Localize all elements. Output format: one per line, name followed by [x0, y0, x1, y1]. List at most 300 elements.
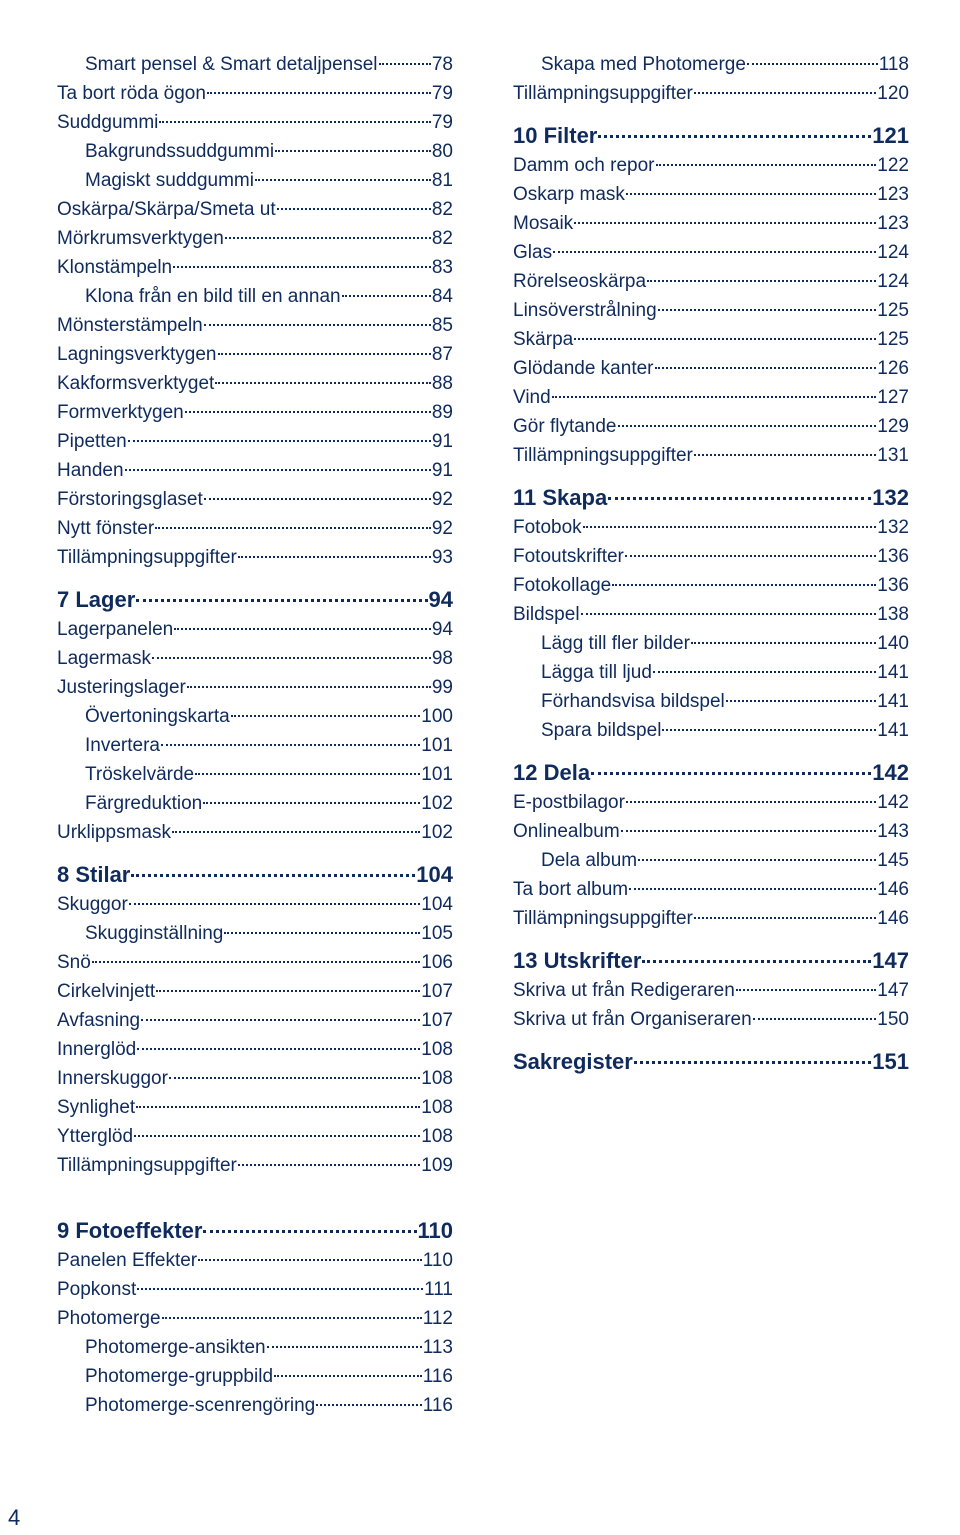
dot-leader: [694, 92, 876, 94]
dot-leader: [174, 628, 431, 630]
dot-leader: [173, 266, 431, 268]
toc-entry-page: 91: [431, 431, 453, 452]
chapter-page: 121: [872, 123, 909, 148]
dot-leader: [131, 874, 415, 877]
dot-leader: [172, 831, 420, 833]
dot-leader: [612, 584, 876, 586]
toc-entry-page: 104: [421, 894, 453, 915]
toc-entry: [513, 513, 909, 542]
toc-entry-label: Tillämpningsuppgifter: [513, 83, 693, 104]
toc-entry-page: 81: [431, 170, 453, 191]
toc-entry-label: Pipetten: [57, 431, 127, 452]
dot-leader: [207, 92, 431, 94]
dot-leader: [156, 990, 420, 992]
toc-entry-label: Dela album: [541, 850, 638, 871]
dot-leader: [574, 338, 876, 340]
dot-leader: [608, 497, 871, 500]
toc-entry-label: Skriva ut från Redigeraren: [513, 980, 735, 1001]
toc-entry: [513, 687, 909, 716]
dot-leader: [218, 353, 431, 355]
toc-entry-page: 129: [877, 416, 909, 437]
toc-entry: [513, 79, 909, 108]
toc-entry-page: 92: [431, 489, 453, 510]
toc-entry: [513, 383, 909, 412]
toc-entry: [57, 890, 453, 919]
dot-leader: [658, 309, 877, 311]
toc-entry: [513, 151, 909, 180]
toc-entry-page: 113: [422, 1337, 453, 1358]
dot-leader: [204, 498, 431, 500]
toc-entry-page: 94: [431, 619, 453, 640]
toc-entry-page: 102: [421, 793, 453, 814]
toc-entry: [513, 180, 909, 209]
toc-entry-page: 101: [421, 735, 453, 756]
chapter-page: 104: [416, 862, 453, 887]
toc-entry-label: Lagermask: [57, 648, 151, 669]
toc-entry: [513, 904, 909, 933]
dot-leader: [274, 1375, 422, 1377]
toc-entry-page: 124: [877, 271, 909, 292]
chapter-heading: [513, 482, 909, 513]
toc-entry-page: 84: [431, 286, 453, 307]
toc-entry: [57, 1006, 453, 1035]
toc-entry-page: 106: [421, 952, 453, 973]
toc-entry-label: Klonstämpeln: [57, 257, 173, 278]
toc-entry-label: Innerskuggor: [57, 1068, 168, 1089]
toc-entry: [513, 600, 909, 629]
chapter-page: 132: [872, 485, 909, 510]
toc-entry: [57, 427, 453, 456]
toc-entry: [513, 716, 909, 745]
toc-entry-label: Avfasning: [57, 1010, 141, 1031]
chapter-heading: [513, 757, 909, 788]
dot-leader: [694, 917, 876, 919]
toc-entry: [513, 571, 909, 600]
dot-leader: [137, 1288, 423, 1290]
toc-entry: [57, 1362, 453, 1391]
dot-leader: [136, 1106, 420, 1108]
toc-entry-page: 143: [877, 821, 909, 842]
toc-entry-label: Tillämpningsuppgifter: [513, 445, 693, 466]
dot-leader: [198, 1259, 422, 1261]
dot-leader: [316, 1404, 421, 1406]
toc-entry-label: Linsöverstrålning: [513, 300, 657, 321]
toc-entry: [57, 340, 453, 369]
chapter-heading: [513, 945, 909, 976]
dot-leader: [134, 1135, 420, 1137]
toc-entry-label: Glödande kanter: [513, 358, 654, 379]
dot-leader: [642, 960, 871, 963]
toc-entry-page: 123: [877, 213, 909, 234]
dot-leader: [225, 237, 431, 239]
toc-entry-page: 98: [431, 648, 453, 669]
toc-entry: [513, 412, 909, 441]
toc-entry-page: 99: [431, 677, 453, 698]
toc-entry-page: 146: [877, 879, 909, 900]
toc-entry-page: 136: [877, 546, 909, 567]
dot-leader: [598, 135, 871, 138]
toc-entry-label: Mosaik: [513, 213, 574, 234]
chapter-title: 8 Stilar: [57, 862, 131, 887]
toc-entry: [57, 1093, 453, 1122]
toc-entry: [513, 629, 909, 658]
toc-entry-label: Lägga till ljud: [541, 662, 652, 683]
toc-entry-page: 125: [877, 300, 909, 321]
toc-entry-page: 92: [431, 518, 453, 539]
dot-leader: [553, 251, 876, 253]
toc-entry: [57, 1122, 453, 1151]
toc-entry-page: 120: [877, 83, 909, 104]
dot-leader: [231, 715, 421, 717]
chapter-title: 9 Fotoeffekter: [57, 1218, 203, 1243]
toc-entry-page: 141: [877, 662, 909, 683]
toc-entry-page: 102: [421, 822, 453, 843]
toc-entry-label: Mörkrumsverktygen: [57, 228, 224, 249]
toc-entry-page: 123: [877, 184, 909, 205]
dot-leader: [621, 830, 877, 832]
toc-entry: [57, 1304, 453, 1333]
chapter-heading: [57, 859, 453, 890]
chapter-title: 12 Dela: [513, 760, 591, 785]
toc-entry-label: Skärpa: [513, 329, 574, 350]
toc-entry: [57, 1391, 453, 1420]
dot-leader: [662, 729, 876, 731]
toc-entry-label: Photomerge-ansikten: [85, 1337, 266, 1358]
toc-entry-label: Övertoningskarta: [85, 706, 230, 727]
toc-entry-page: 107: [421, 981, 453, 1002]
toc-entry-page: 141: [877, 720, 909, 741]
toc-entry: [57, 615, 453, 644]
toc-entry-label: Tröskelvärde: [85, 764, 195, 785]
toc-entry-label: Tillämpningsuppgifter: [513, 908, 693, 929]
dot-leader: [552, 396, 877, 398]
toc-entry-page: 111: [424, 1279, 453, 1300]
toc-entry-label: Tillämpningsuppgifter: [57, 1155, 237, 1176]
toc-entry-label: Bildspel: [513, 604, 580, 625]
chapter-page: 147: [872, 948, 909, 973]
toc-entry-label: Förhandsvisa bildspel: [541, 691, 725, 712]
toc-entry: [57, 514, 453, 543]
dot-leader: [137, 1048, 420, 1050]
toc-entry: [57, 456, 453, 485]
dot-leader: [655, 367, 877, 369]
toc-entry: [57, 644, 453, 673]
toc-entry-label: Snö: [57, 952, 91, 973]
toc-entry-page: 112: [422, 1308, 453, 1329]
toc-entry: [57, 760, 453, 789]
dot-leader: [647, 280, 876, 282]
toc-entry: [513, 976, 909, 1005]
toc-chapter-9-section: [57, 1215, 453, 1420]
toc-entry-label: Förstoringsglaset: [57, 489, 203, 510]
toc-entry-label: Färgreduktion: [85, 793, 203, 814]
toc-entry-page: 105: [421, 923, 453, 944]
toc-entry: [57, 224, 453, 253]
toc-entry-page: 93: [431, 547, 453, 568]
toc-entry-page: 141: [877, 691, 909, 712]
toc-entry-page: 116: [422, 1366, 453, 1387]
toc-entry: [57, 1275, 453, 1304]
toc-entry-label: Formverktygen: [57, 402, 184, 423]
dot-leader: [583, 526, 877, 528]
toc-entry: [57, 50, 453, 79]
toc-entry: [57, 702, 453, 731]
toc-entry-label: Lagerpanelen: [57, 619, 174, 640]
toc-entry-page: 79: [431, 112, 453, 133]
toc-entry-label: Urklippsmask: [57, 822, 172, 843]
toc-entry: [513, 267, 909, 296]
dot-leader: [634, 1061, 871, 1064]
toc-entry: [57, 195, 453, 224]
toc-entry-page: 83: [431, 257, 453, 278]
dot-leader: [591, 772, 871, 775]
dot-leader: [215, 382, 431, 384]
toc-entry-label: Justeringslager: [57, 677, 186, 698]
dot-leader: [203, 1230, 416, 1233]
toc-entry-page: 108: [421, 1068, 453, 1089]
toc-entry-page: 100: [421, 706, 453, 727]
chapter-heading: [57, 1215, 453, 1246]
dot-leader: [736, 989, 877, 991]
dot-leader: [638, 859, 876, 861]
toc-entry-label: Synlighet: [57, 1097, 136, 1118]
toc-entry: [513, 238, 909, 267]
toc-entry-label: Tillämpningsuppgifter: [57, 547, 237, 568]
toc-entry-page: 132: [877, 517, 909, 538]
dot-leader: [187, 686, 431, 688]
dot-leader: [626, 801, 876, 803]
toc-entry-label: Klona från en bild till en annan: [85, 286, 341, 307]
toc-entry: [57, 253, 453, 282]
toc-entry: [513, 846, 909, 875]
toc-entry-page: 150: [877, 1009, 909, 1030]
toc-entry-label: Rörelseoskärpa: [513, 271, 647, 292]
toc-entry-page: 109: [421, 1155, 453, 1176]
toc-entry-label: Skriva ut från Organiseraren: [513, 1009, 752, 1030]
toc-entry-label: Skapa med Photomerge: [541, 54, 746, 75]
toc-entry-label: Photomerge-gruppbild: [85, 1366, 274, 1387]
toc-entry-label: Spara bildspel: [541, 720, 662, 741]
toc-entry-page: 89: [431, 402, 453, 423]
toc-entry: [57, 369, 453, 398]
toc-entry-page: 116: [422, 1395, 453, 1416]
toc-entry-label: Onlinealbum: [513, 821, 620, 842]
toc-entry: [57, 948, 453, 977]
dot-leader: [629, 888, 876, 890]
toc-entry: [57, 673, 453, 702]
toc-entry-label: Lagningsverktygen: [57, 344, 217, 365]
toc-entry-label: Glas: [513, 242, 553, 263]
dot-leader: [238, 556, 431, 558]
dot-leader: [694, 454, 876, 456]
toc-entry-label: Gör flytande: [513, 416, 617, 437]
toc-entry-page: 91: [431, 460, 453, 481]
dot-leader: [155, 527, 431, 529]
toc-entry-label: Fotoutskrifter: [513, 546, 624, 567]
dot-leader: [691, 642, 876, 644]
toc-entry-label: Skugginställning: [85, 923, 224, 944]
toc-entry-page: 78: [431, 54, 453, 75]
dot-leader: [152, 657, 431, 659]
toc-entry: [513, 354, 909, 383]
toc-entry: [57, 79, 453, 108]
dot-leader: [136, 599, 427, 602]
toc-entry-page: 107: [421, 1010, 453, 1031]
toc-entry: [513, 1005, 909, 1034]
toc-entry: [57, 311, 453, 340]
toc-entry: [513, 325, 909, 354]
toc-entry-label: Lägg till fler bilder: [541, 633, 690, 654]
toc-entry-page: 85: [431, 315, 453, 336]
dot-leader: [618, 425, 877, 427]
toc-entry: [57, 818, 453, 847]
toc-entry-label: Handen: [57, 460, 124, 481]
toc-entry-page: 108: [421, 1097, 453, 1118]
dot-leader: [129, 903, 421, 905]
dot-leader: [275, 150, 431, 152]
index-heading: [513, 1046, 909, 1077]
toc-entry-page: 126: [877, 358, 909, 379]
chapter-heading: [513, 120, 909, 151]
dot-leader: [726, 700, 877, 702]
toc-entry-page: 142: [877, 792, 909, 813]
dot-leader: [224, 932, 420, 934]
toc-entry-label: Oskarp mask: [513, 184, 625, 205]
dot-leader: [753, 1018, 877, 1020]
toc-entry-page: 108: [421, 1039, 453, 1060]
toc-entry-page: 87: [431, 344, 453, 365]
toc-entry: [513, 296, 909, 325]
toc-entry-label: Skuggor: [57, 894, 128, 915]
toc-entry-page: 146: [877, 908, 909, 929]
toc-entry: [57, 108, 453, 137]
dot-leader: [195, 773, 420, 775]
toc-entry-page: 145: [877, 850, 909, 871]
toc-entry-label: Cirkelvinjett: [57, 981, 156, 1002]
chapter-title: 7 Lager: [57, 587, 136, 612]
toc-entry-page: 101: [421, 764, 453, 785]
toc-entry: [57, 1333, 453, 1362]
toc-entry: [513, 542, 909, 571]
toc-entry: [513, 658, 909, 687]
toc-entry-page: 80: [431, 141, 453, 162]
toc-entry-label: Ta bort album: [513, 879, 629, 900]
toc-entry: [57, 919, 453, 948]
chapter-page: 94: [428, 587, 453, 612]
toc-entry: [513, 817, 909, 846]
toc-entry: [57, 731, 453, 760]
toc-entry-page: 79: [431, 83, 453, 104]
dot-leader: [141, 1019, 420, 1021]
toc-entry: [513, 875, 909, 904]
toc-entry-page: 136: [877, 575, 909, 596]
chapter-page: 142: [872, 760, 909, 785]
toc-entry-page: 118: [878, 54, 909, 75]
toc-entry-page: 82: [431, 199, 453, 220]
toc-entry-page: 122: [877, 155, 909, 176]
toc-entry: [513, 50, 909, 79]
chapter-title: 10 Filter: [513, 123, 598, 148]
dot-leader: [125, 469, 431, 471]
toc-entry-label: Ytterglöd: [57, 1126, 134, 1147]
toc-entry-page: 88: [431, 373, 453, 394]
toc-entry: [57, 398, 453, 427]
page-number: 4: [8, 1505, 21, 1530]
toc-entry: [57, 1064, 453, 1093]
dot-leader: [128, 440, 431, 442]
toc-entry-label: E-postbilagor: [513, 792, 625, 813]
toc-entry: [57, 1035, 453, 1064]
dot-leader: [161, 744, 420, 746]
toc-entry-page: 138: [877, 604, 909, 625]
toc-entry-label: Suddgummi: [57, 112, 159, 133]
toc-entry: [57, 282, 453, 311]
dot-leader: [267, 1346, 422, 1348]
toc-entry-label: Panelen Effekter: [57, 1250, 198, 1271]
dot-leader: [204, 324, 431, 326]
toc-entry: [57, 1246, 453, 1275]
toc-entry-label: Oskärpa/Skärpa/Smeta ut: [57, 199, 276, 220]
toc-entry: [513, 441, 909, 470]
dot-leader: [159, 121, 430, 123]
toc-entry-label: Fotokollage: [513, 575, 612, 596]
dot-leader: [255, 179, 431, 181]
toc-entry-label: Smart pensel & Smart detaljpensel: [85, 54, 378, 75]
chapter-title: 11 Skapa: [513, 485, 608, 510]
toc-entry: [513, 788, 909, 817]
toc-entry-page: 140: [877, 633, 909, 654]
dot-leader: [342, 295, 431, 297]
chapter-page: 110: [417, 1218, 453, 1243]
dot-leader: [574, 222, 876, 224]
dot-leader: [162, 1317, 422, 1319]
toc-entry-page: 124: [877, 242, 909, 263]
toc-entry-label: Photomerge: [57, 1308, 161, 1329]
toc-entry-label: Photomerge-scenrengöring: [85, 1395, 316, 1416]
dot-leader: [169, 1077, 420, 1079]
toc-entry: [57, 137, 453, 166]
dot-leader: [203, 802, 420, 804]
toc-entry-label: Damm och repor: [513, 155, 655, 176]
dot-leader: [656, 164, 877, 166]
toc-entry-label: Popkonst: [57, 1279, 137, 1300]
dot-leader: [238, 1164, 420, 1166]
toc-entry-page: 125: [877, 329, 909, 350]
toc-entry: [57, 789, 453, 818]
toc-entry-page: 131: [877, 445, 909, 466]
toc-right-column: [513, 50, 909, 1077]
toc-entry: [57, 485, 453, 514]
toc-entry-page: 147: [877, 980, 909, 1001]
toc-entry-label: Fotobok: [513, 517, 582, 538]
dot-leader: [277, 208, 431, 210]
dot-leader: [92, 961, 420, 963]
toc-entry-label: Vind: [513, 387, 551, 408]
toc-entry-label: Nytt fönster: [57, 518, 155, 539]
chapter-page: 151: [872, 1049, 909, 1074]
toc-entry: [57, 977, 453, 1006]
toc-entry-page: 108: [421, 1126, 453, 1147]
toc-entry-label: Innerglöd: [57, 1039, 137, 1060]
dot-leader: [625, 555, 876, 557]
toc-entry-page: 110: [422, 1250, 453, 1271]
chapter-title: Sakregister: [513, 1049, 633, 1074]
toc-entry-label: Kakformsverktyget: [57, 373, 215, 394]
dot-leader: [747, 63, 878, 65]
toc-entry-label: Magiskt suddgummi: [85, 170, 254, 191]
toc-entry: [57, 1151, 453, 1180]
toc-entry-label: Mönsterstämpeln: [57, 315, 203, 336]
